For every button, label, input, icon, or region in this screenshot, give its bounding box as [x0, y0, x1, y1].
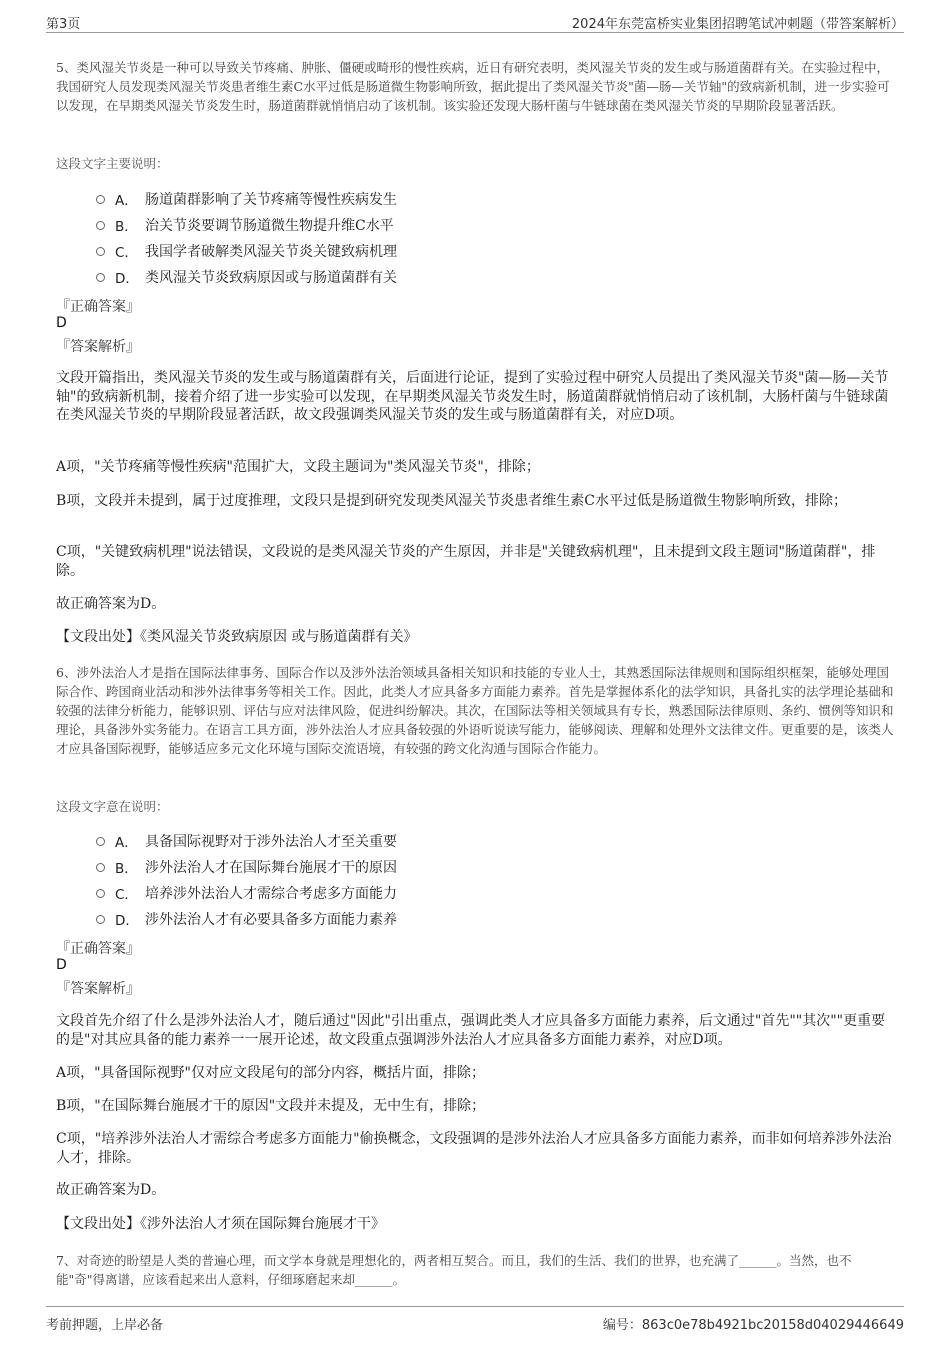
- q5-option-a[interactable]: A． 肠道菌群影响了关节疼痛等慢性疾病发生: [96, 186, 397, 212]
- q5-analysis-c: C项，"关键致病机理"说法错误，文段说的是类风湿关节炎的产生原因，并非是"关键致病机理"，且未提到文段主题词"肠道菌群"，排除。: [56, 544, 876, 579]
- q5-analysis-a: A项，"关节疼痛等慢性疾病"范围扩大，文段主题词为"类风湿关节炎"，排除；: [56, 459, 540, 475]
- q6-option-c[interactable]: C． 培养涉外法治人才需综合考虑多方面能力: [96, 880, 397, 906]
- q6-answer: D: [56, 957, 67, 973]
- q6-source: 【文段出处】《涉外法治人才须在国际舞台施展才干》: [56, 1216, 385, 1232]
- q5-analysis-main: 文段开篇指出，类风湿关节炎的发生或与肠道菌群有关，后面进行论证，提到了实验过程中研究人员提出了类风湿关节炎"菌—肠—关节轴"的致病新机制，接着介绍了进一步实验可以发现，在早期类风湿关节炎发生时，肠道菌群就悄悄启动了该机制，大肠杆菌与牛链球菌在类风湿关节炎的早期阶段显著活跃，故文段强调类风湿关节炎的发生或与肠道菌群有关，对应D项。: [56, 370, 889, 423]
- q5-prompt: 这段文字主要说明：: [56, 156, 169, 171]
- q5-option-c[interactable]: C． 我国学者破解类风湿关节炎关键致病机理: [96, 238, 397, 264]
- page-header: [46, 10, 904, 33]
- radio-icon[interactable]: [96, 273, 105, 282]
- radio-icon[interactable]: [96, 889, 105, 898]
- q6-answer-label: 『正确答案』: [56, 941, 140, 957]
- q5-option-d[interactable]: D． 类风湿关节炎致病原因或与肠道菌群有关: [96, 264, 397, 290]
- q6-analysis-label: 『答案解析』: [56, 981, 140, 997]
- page-footer: [46, 1306, 904, 1331]
- radio-icon[interactable]: [96, 247, 105, 256]
- q6-options: [96, 828, 397, 932]
- radio-icon[interactable]: [96, 221, 105, 230]
- q5-answer: D: [56, 315, 67, 331]
- q6-option-d[interactable]: D． 涉外法治人才有必要具备多方面能力素养: [96, 906, 397, 932]
- q5-conclusion: 故正确答案为D。: [56, 596, 166, 612]
- q5-passage: 5、类风湿关节炎是一种可以导致关节疼痛、肿胀、僵硬或畸形的慢性疾病，近日有研究表明，类风湿关节炎的发生或与肠道菌群有关。在实验过程中，我国研究人员发现类风湿关节炎患者维生素C水平过低是肠道微生物影响所致，据此提出了类风湿关节炎"菌—肠—关节轴"的致病新机制，进一步实验可以发现，在早期类风湿关节炎发生时，肠道菌群就悄悄启动了该机制。该实验还发现大肠杆菌与牛链球菌在类风湿关节炎的早期阶段显著活跃。: [56, 60, 890, 113]
- radio-icon[interactable]: [96, 863, 105, 872]
- q5-answer-label: 『正确答案』: [56, 299, 140, 315]
- footer-serial: 编号：863c0e78b4921bc20158d04029446649: [602, 1318, 904, 1333]
- q6-analysis-main: 文段首先介绍了什么是涉外法治人才，随后通过"因此"引出重点，强调此类人才应具备多方面能力素养，后文通过"首先""其次""更重要的是"对其应具备的能力素养一一展开论述，故文段重点强调涉外法治人才应具备多方面能力素养，对应D项。: [56, 1013, 886, 1048]
- q5-option-b[interactable]: B． 治关节炎要调节肠道微生物提升维C水平: [96, 212, 397, 238]
- q5-options: [96, 186, 397, 290]
- document-title: 2024年东莞富桥实业集团招聘笔试冲刺题（带答案解析）: [571, 17, 904, 32]
- page-number: 第3页: [46, 17, 81, 32]
- q5-analysis-b: B项，文段并未提到，属于过度推理，文段只是提到研究发现类风湿关节炎患者维生素C水平过低是肠道微生物影响所致，排除；: [56, 493, 847, 509]
- q6-prompt: 这段文字意在说明：: [56, 799, 169, 814]
- q6-option-a[interactable]: A． 具备国际视野对于涉外法治人才至关重要: [96, 828, 397, 854]
- radio-icon[interactable]: [96, 195, 105, 204]
- radio-icon[interactable]: [96, 837, 105, 846]
- q6-analysis-b: B项，"在国际舞台施展才干的原因"文段并未提及，无中生有，排除；: [56, 1098, 486, 1114]
- radio-icon[interactable]: [96, 915, 105, 924]
- q6-analysis-c: C项，"培养涉外法治人才需综合考虑多方面能力"偷换概念，文段强调的是涉外法治人才应具备多方面能力素养，而非如何培养涉外法治人才，排除。: [56, 1131, 892, 1166]
- q6-option-b[interactable]: B． 涉外法治人才在国际舞台施展才干的原因: [96, 854, 397, 880]
- q5-analysis-label: 『答案解析』: [56, 339, 140, 355]
- q6-analysis-a: A项，"具备国际视野"仅对应文段尾句的部分内容，概括片面，排除；: [56, 1065, 485, 1081]
- q6-passage: 6、涉外法治人才是指在国际法律事务、国际合作以及涉外法治领域具备相关知识和技能的专业人士，其熟悉国际法律规则和国际组织框架，能够处理国际合作、跨国商业活动和涉外法律事务等相关工作。因此，此类人才应具备多方面能力素养。首先是掌握体系化的法学知识，具备扎实的法学理论基础和较强的法律分析能力，能够识别、评估与应对法律风险，促进纠纷解决。其次，在国际法等相关领域具有专长，熟悉国际法律原则、条约、惯例等知识和理论，具备涉外实务能力。在语言工具方面，涉外法治人才应具备较强的外语听说读写能力，能够阅读、理解和处理外文法律文件。更重要的是，该类人才应具备国际视野，能够适应多元文化环境与国际交流语境，有较强的跨文化沟通与国际合作能力。: [56, 665, 894, 756]
- q5-source: 【文段出处】《类风湿关节炎致病原因 或与肠道菌群有关》: [56, 629, 418, 645]
- q7-passage: 7、对奇迹的盼望是人类的普遍心理，而文学本身就是理想化的，两者相互契合。而且，我们的生活、我们的世界，也充满了______。当然，也不能"奇"得离谱，应该看起来出人意料，仔细琢磨起来却______。: [56, 1253, 852, 1287]
- q6-conclusion: 故正确答案为D。: [56, 1182, 166, 1198]
- footer-slogan: 考前押题，上岸必备: [46, 1318, 164, 1333]
